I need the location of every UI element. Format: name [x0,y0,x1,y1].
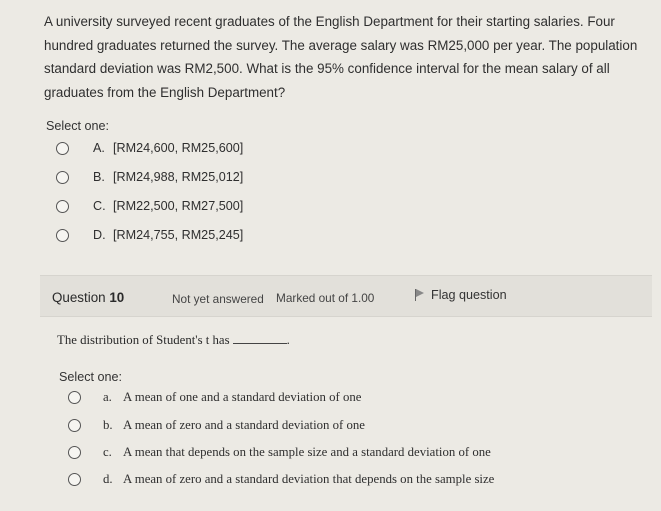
option-letter: D. [93,228,106,242]
option-letter: d. [103,472,113,486]
radio-icon[interactable] [56,142,69,155]
question-10-stem: The distribution of Student's t has [57,333,230,347]
option-text: [RM24,988, RM25,012] [113,170,244,184]
question-9-select-label: Select one: [46,119,110,133]
option-letter: c. [103,445,112,459]
question-10-info-bar [40,275,652,317]
option-letter: C. [93,199,106,213]
question-9-option-a[interactable] [56,141,243,155]
radio-icon[interactable] [56,229,69,242]
question-9-option-d[interactable] [56,228,243,242]
option-text: [RM24,755, RM25,245] [113,228,244,242]
question-status: Not yet answered [172,292,264,306]
question-number: 10 [109,290,125,305]
question-label: Question [52,290,106,305]
answer-blank [233,343,287,344]
radio-icon[interactable] [56,171,69,184]
question-10-select-label: Select one: [59,370,123,384]
flag-question-button[interactable] [415,288,507,302]
question-10-option-d[interactable] [68,472,494,487]
radio-icon[interactable] [68,391,81,404]
question-10-option-a[interactable] [68,390,361,405]
question-marks: Marked out of 1.00 [276,291,375,305]
radio-icon[interactable] [68,473,81,486]
radio-icon[interactable] [68,419,81,432]
question-9-option-c[interactable] [56,199,243,213]
option-letter: b. [103,418,113,432]
question-10-text [57,333,290,348]
option-text: A mean of zero and a standard deviation of one [123,418,365,432]
radio-icon[interactable] [68,446,81,459]
option-text: A mean that depends on the sample size and a standard deviation of one [123,445,491,459]
radio-icon[interactable] [56,200,69,213]
flag-question-label[interactable]: Flag question [431,288,507,302]
option-letter: a. [103,390,112,404]
question-10-number [52,290,124,305]
option-text: A mean of zero and a standard deviation that depends on the sample size [123,472,495,486]
question-9-option-b[interactable] [56,170,243,184]
question-10-option-c[interactable] [68,445,491,460]
option-text: A mean of one and a standard deviation of one [123,390,362,404]
question-9-text: A university surveyed recent graduates of the English Department for their starting salaries. Four hundred graduates returned the survey. The average salary was RM25,000 per year. The population standard deviation was RM2,500. What is the 95% confidence interval for the mean salary of all graduates from the English Department? [44,14,638,100]
option-text: [RM24,600, RM25,600] [113,141,244,155]
option-text: [RM22,500, RM27,500] [113,199,244,213]
question-10-option-b[interactable] [68,418,365,433]
option-letter: A. [93,141,105,155]
option-letter: B. [93,170,105,184]
flag-icon[interactable] [415,289,425,301]
question-10-stem-end: . [286,333,290,347]
